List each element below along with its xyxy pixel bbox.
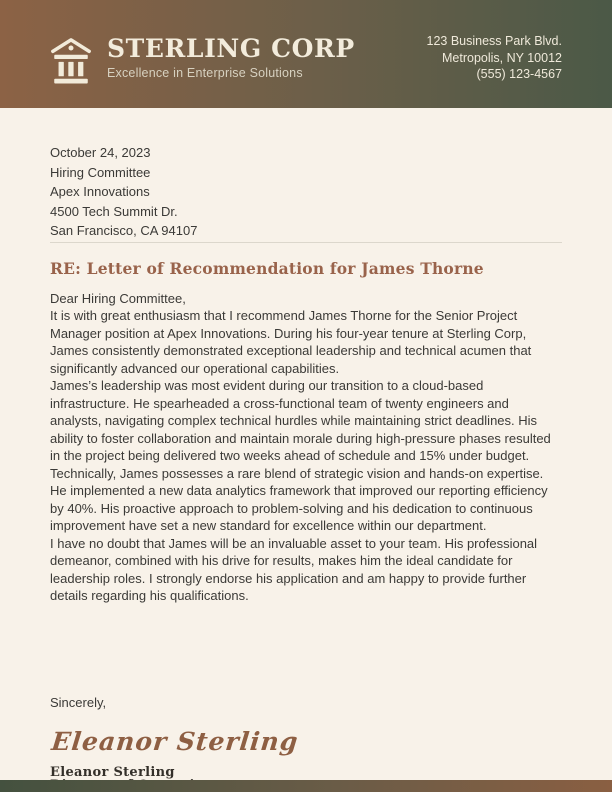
letter-body <box>50 108 562 792</box>
contact-address-line1: 123 Business Park Blvd. <box>426 34 562 49</box>
recipient-line: Apex Innovations <box>50 184 150 199</box>
brand-block <box>107 33 355 81</box>
bank-building-icon <box>48 36 94 84</box>
salutation: Dear Hiring Committee, <box>50 290 186 306</box>
contact-phone: (555) 123-4567 <box>476 67 562 82</box>
letter-paragraphs <box>50 290 562 605</box>
contact-address-line2: Metropolis, NY 10012 <box>442 50 562 65</box>
letterhead-header <box>0 0 612 108</box>
paragraph: It is with great enthusiasm that I recommend James Thorne for the Senior Project Manager position at Apex Innovations. During his four-year tenure at Sterling Corp, James consistently demonstrated exceptional leadership and technical acumen that significantly advanced our operational capabilities. <box>50 308 532 376</box>
recipient-line: Hiring Committee <box>50 164 151 180</box>
subject-heading: RE: Letter of Recommendation for James Thorne <box>50 258 484 278</box>
signer-name: Eleanor Sterling <box>50 765 175 780</box>
footer-accent-bar <box>0 780 612 792</box>
paragraph: James’s leadership was most evident during our transition to a cloud-based infrastructure. He spearheaded a cross-functional team of twenty engineers and analysts, navigating complex technical hurdles while maintaining strict deadlines. His ability to foster collaboration and maintain morale during high-pressure phases resulted in the project being delivered two weeks ahead of schedule and 15% under budget. <box>50 378 551 463</box>
date-recipient-block <box>50 143 562 241</box>
handwritten-signature: Eleanor Sterling <box>50 727 300 756</box>
paragraph: I have no doubt that James will be an invaluable asset to your team. His professional demeanor, combined with his drive for results, makes him the ideal candidate for leadership roles. I strongly endorse his application and am happy to provide further details regarding his qualifications. <box>50 535 538 603</box>
company-name: STERLING CORP <box>107 33 355 63</box>
divider-line <box>50 242 562 243</box>
recipient-line: San Francisco, CA 94107 <box>50 223 198 238</box>
closing-line: Sincerely, <box>50 694 107 710</box>
paragraph: Technically, James possesses a rare blend of strategic vision and hands-on expertise. He implemented a new data analytics framework that improved our reporting efficiency by 40%. His proactive approach to problem-solving and his dedication to continuous improvement have set a new standard for excellence within our department. <box>50 465 548 533</box>
company-tagline: Excellence in Enterprise Solutions <box>107 66 303 81</box>
contact-block <box>427 33 563 83</box>
recipient-line: 4500 Tech Summit Dr. <box>50 203 178 219</box>
letter-date: October 24, 2023 <box>50 145 151 160</box>
